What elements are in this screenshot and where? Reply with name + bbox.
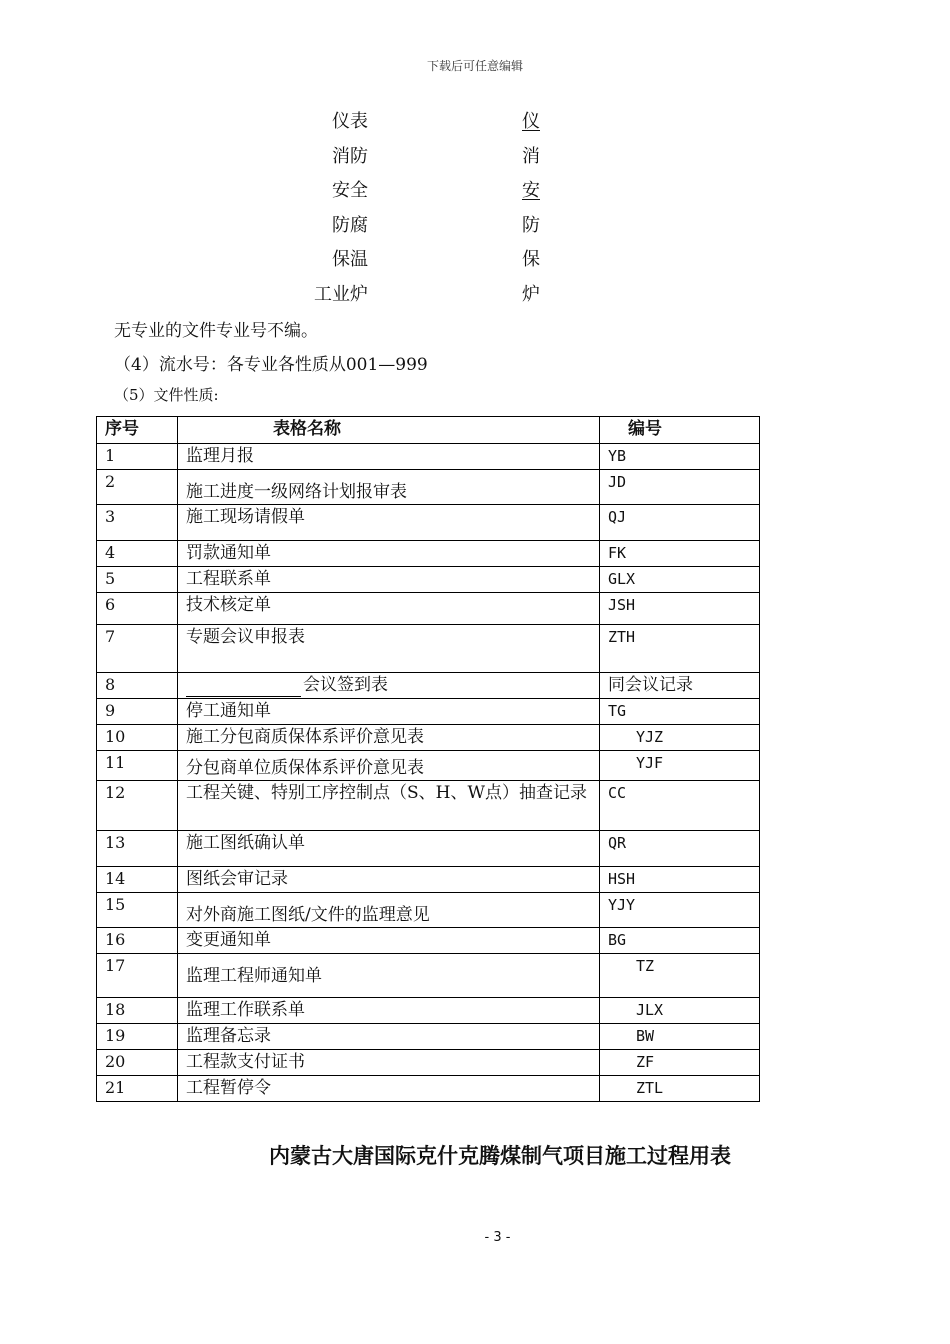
row-code: BG [600, 928, 760, 954]
table-row [97, 998, 760, 1024]
discipline-row [0, 280, 950, 310]
table-row [97, 505, 760, 541]
discipline-name: 保温 [332, 249, 368, 270]
page-number: - 3 - [484, 1230, 511, 1245]
discipline-code: 仪 [522, 111, 540, 132]
table-row [97, 541, 760, 567]
discipline-name: 工业炉 [314, 284, 368, 305]
row-name: 工程联系单 [178, 567, 600, 593]
row-no: 10 [97, 725, 178, 751]
table-row [97, 1050, 760, 1076]
row-no: 14 [97, 867, 178, 893]
row-code: JLX [600, 998, 760, 1024]
table-row [97, 673, 760, 699]
table-row [97, 781, 760, 831]
row-no: 18 [97, 998, 178, 1024]
table-row [97, 831, 760, 867]
row-name: 监理备忘录 [178, 1024, 600, 1050]
row-no: 8 [97, 673, 178, 699]
table-header-row [97, 417, 760, 444]
row-name: 图纸会审记录 [178, 867, 600, 893]
row-code: TG [600, 699, 760, 725]
row-no: 3 [97, 505, 178, 541]
row-no: 11 [97, 751, 178, 781]
row-name: 施工分包商质保体系评价意见表 [178, 725, 600, 751]
row-code: ZTL [600, 1076, 760, 1102]
row-name: 分包商单位质保体系评价意见表 [178, 751, 600, 781]
row-name: 监理工程师通知单 [178, 954, 600, 998]
row-no: 15 [97, 893, 178, 928]
row-name: 监理月报 [178, 444, 600, 470]
row-code: 同会议记录 [600, 673, 760, 699]
row-code: JD [600, 470, 760, 505]
project-title: 内蒙古大唐国际克什克腾煤制气项目施工过程用表 [269, 1144, 731, 1168]
discipline-row [0, 245, 950, 275]
row-code: YJZ [600, 725, 760, 751]
row-code: TZ [600, 954, 760, 998]
row-code: ZTH [600, 625, 760, 673]
row-name: 施工进度一级网络计划报审表 [178, 470, 600, 505]
row-no: 21 [97, 1076, 178, 1102]
table-row [97, 1076, 760, 1102]
discipline-name: 仪表 [332, 111, 368, 132]
table-row [97, 470, 760, 505]
row-name: 对外商施工图纸/文件的监理意见 [178, 893, 600, 928]
table-row [97, 725, 760, 751]
row-name: 变更通知单 [178, 928, 600, 954]
row-code: FK [600, 541, 760, 567]
row-no: 16 [97, 928, 178, 954]
header-no: 序号 [97, 417, 178, 444]
serial-number-note: （4）流水号：各专业各性质从001—999 [114, 355, 428, 375]
table-row [97, 625, 760, 673]
document-nature-heading: （5）文件性质: [114, 386, 219, 404]
row-code: BW [600, 1024, 760, 1050]
form-code-table [96, 416, 760, 1102]
discipline-row [0, 211, 950, 241]
row-no: 12 [97, 781, 178, 831]
table-row [97, 1024, 760, 1050]
row-code: HSH [600, 867, 760, 893]
table-row [97, 444, 760, 470]
row-no: 2 [97, 470, 178, 505]
discipline-name: 安全 [332, 180, 368, 201]
row-name: 停工通知单 [178, 699, 600, 725]
row-no: 19 [97, 1024, 178, 1050]
discipline-row [0, 142, 950, 172]
row-code: YB [600, 444, 760, 470]
row-no: 7 [97, 625, 178, 673]
row-no: 17 [97, 954, 178, 998]
row-name-cell [178, 673, 600, 699]
discipline-code: 保 [522, 249, 540, 270]
table-row [97, 954, 760, 998]
row-no: 9 [97, 699, 178, 725]
row-name: 会议签到表 [303, 675, 388, 695]
row-no: 13 [97, 831, 178, 867]
row-no: 6 [97, 593, 178, 625]
no-discipline-note: 无专业的文件专业号不编。 [114, 321, 318, 341]
table-row [97, 893, 760, 928]
discipline-row [0, 176, 950, 206]
row-name: 罚款通知单 [178, 541, 600, 567]
discipline-row [0, 107, 950, 137]
row-name: 监理工作联系单 [178, 998, 600, 1024]
row-no: 1 [97, 444, 178, 470]
fill-in-blank [186, 678, 301, 697]
discipline-code: 安 [522, 180, 540, 201]
row-name: 施工现场请假单 [178, 505, 600, 541]
row-no: 20 [97, 1050, 178, 1076]
discipline-name: 防腐 [332, 215, 368, 236]
table-row [97, 867, 760, 893]
row-no: 4 [97, 541, 178, 567]
row-code: YJY [600, 893, 760, 928]
row-name: 工程款支付证书 [178, 1050, 600, 1076]
row-no: 5 [97, 567, 178, 593]
discipline-name: 消防 [332, 146, 368, 167]
row-code: CC [600, 781, 760, 831]
table-row [97, 699, 760, 725]
row-name: 工程关键、特别工序控制点（S、H、W点）抽查记录 [178, 781, 600, 831]
discipline-code: 防 [522, 215, 540, 236]
header-code: 编号 [600, 417, 760, 444]
row-code: GLX [600, 567, 760, 593]
row-name: 施工图纸确认单 [178, 831, 600, 867]
row-code: YJF [600, 751, 760, 781]
row-code: JSH [600, 593, 760, 625]
table-row [97, 928, 760, 954]
row-code: ZF [600, 1050, 760, 1076]
header-note: 下载后可任意编辑 [426, 59, 523, 73]
table-row [97, 593, 760, 625]
discipline-code: 炉 [522, 284, 540, 305]
discipline-code: 消 [522, 146, 540, 167]
header-form-name: 表格名称 [178, 417, 600, 444]
row-name: 专题会议申报表 [178, 625, 600, 673]
row-name: 技术核定单 [178, 593, 600, 625]
table-row [97, 567, 760, 593]
row-code: QJ [600, 505, 760, 541]
row-name: 工程暂停令 [178, 1076, 600, 1102]
table-row [97, 751, 760, 781]
row-code: QR [600, 831, 760, 867]
